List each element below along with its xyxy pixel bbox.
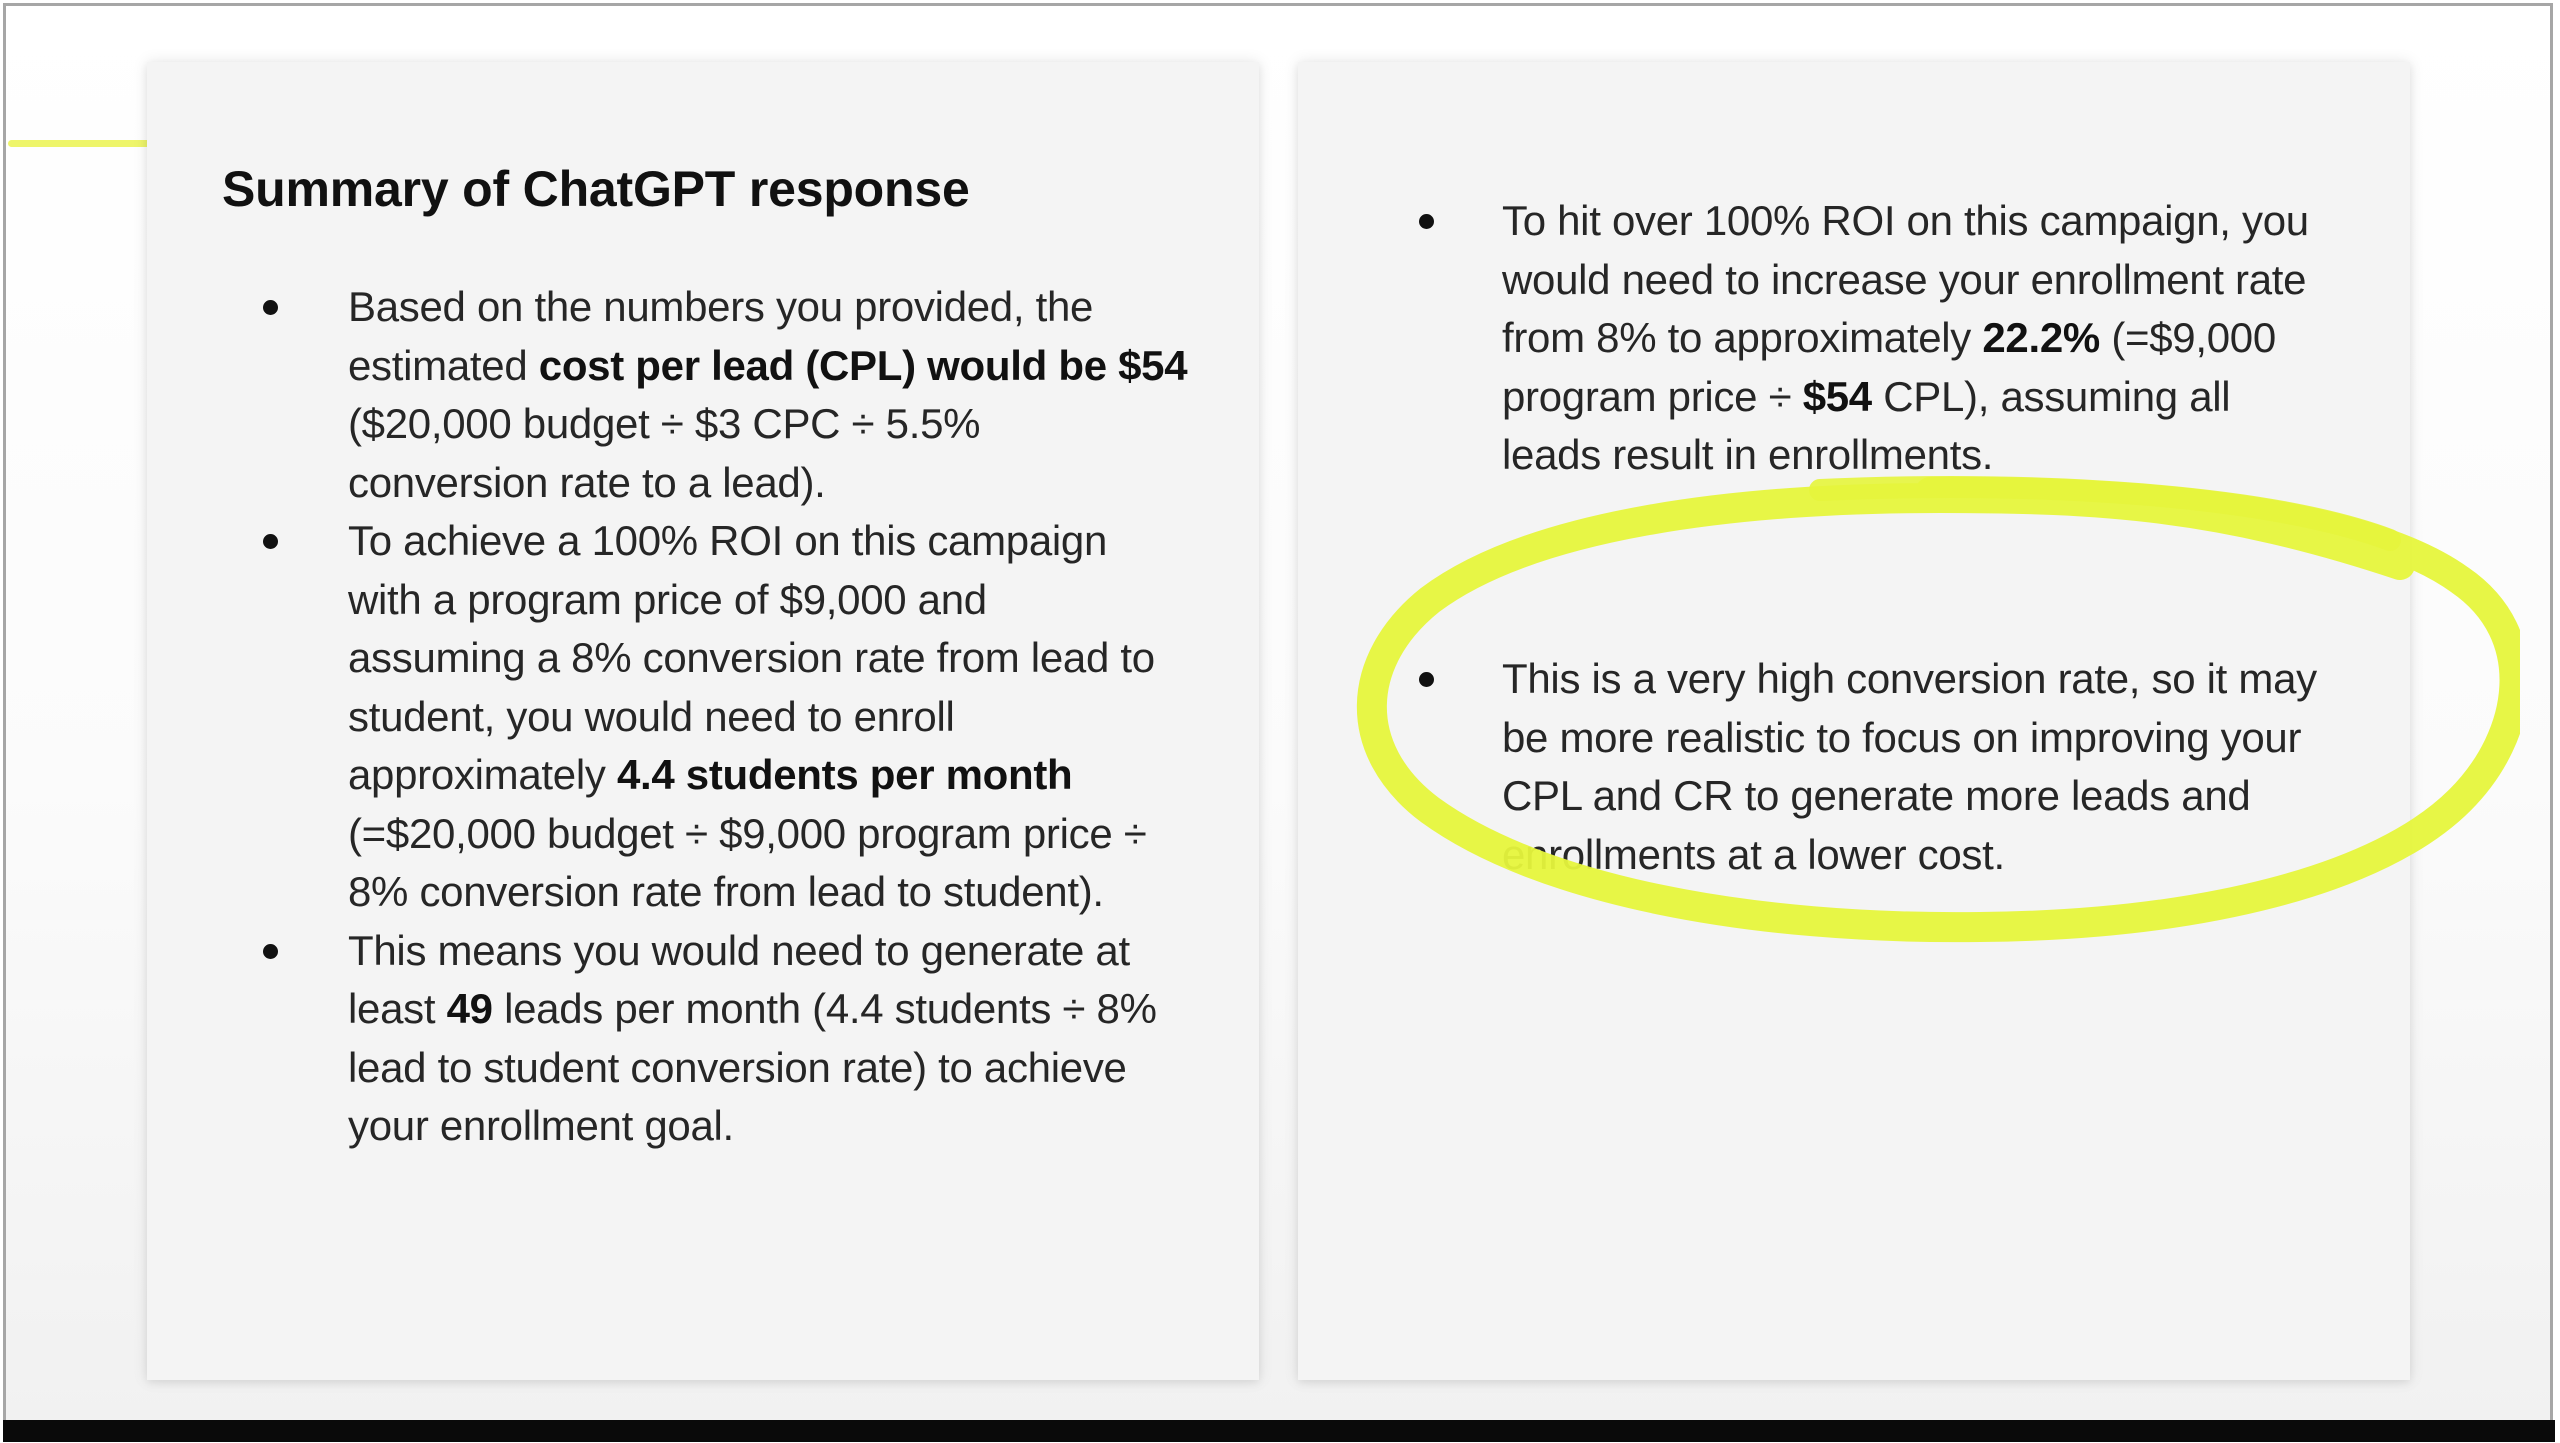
text-line xyxy=(348,337,1239,396)
text-span: To hit over 100% ROI on this campaign, you xyxy=(1502,197,2309,244)
bullet-roi-students xyxy=(147,512,1259,922)
text-line xyxy=(1502,192,2390,251)
bold-text-cpl-value: $54 xyxy=(1802,372,1872,420)
text-span: would need to increase your enrollment rate xyxy=(1502,255,2307,303)
text-line xyxy=(1502,709,2390,768)
text-span: CPL and CR to generate more leads and xyxy=(1502,772,2251,819)
text-span: (=$9,000 xyxy=(2099,314,2276,361)
text-line xyxy=(348,1039,1239,1098)
text-span: student, you would need to enroll xyxy=(348,692,955,740)
text-span: leads per month (4.4 students ÷ 8% xyxy=(492,985,1157,1032)
text-line xyxy=(348,629,1239,688)
text-span: your enrollment goal. xyxy=(348,1102,734,1149)
bold-text-cpl: cost per lead (CPL) would be $54 xyxy=(538,341,1188,389)
bold-text-rate: 22.2% xyxy=(1982,314,2100,361)
text-span: To achieve a 100% ROI on this campaign xyxy=(348,517,1108,564)
summary-bullet-list xyxy=(147,278,1259,1156)
text-span: This is a very high conversion rate, so it may xyxy=(1502,655,2317,702)
text-line xyxy=(348,1097,1239,1156)
text-line xyxy=(1502,826,2390,885)
summary-card-left xyxy=(147,62,1259,1380)
text-line xyxy=(348,454,1239,513)
text-line xyxy=(348,571,1239,630)
text-span: CPL), assuming all xyxy=(1871,372,2231,420)
summary-card-right xyxy=(1298,62,2410,1380)
text-line xyxy=(348,278,1239,337)
bullet-dot xyxy=(263,944,278,959)
bullet-enrollment-rate xyxy=(1298,192,2410,485)
text-span: (=$20,000 budget ÷ $9,000 program price ÷ xyxy=(348,809,1147,857)
text-span: conversion rate to a lead). xyxy=(348,458,826,506)
text-span: estimated xyxy=(348,341,539,389)
text-span: assuming a 8% conversion rate from lead to xyxy=(348,634,1155,681)
text-line xyxy=(348,512,1239,571)
text-line xyxy=(348,922,1239,981)
text-line xyxy=(348,395,1239,454)
text-line xyxy=(348,746,1239,805)
bottom-bar xyxy=(3,1420,2555,1442)
text-span: with a program price of $9,000 and xyxy=(348,575,987,623)
text-span: enrollments at a lower cost. xyxy=(1502,830,2005,878)
text-span: Based on the numbers you provided, the xyxy=(348,283,1094,330)
bullet-dot xyxy=(1419,214,1434,229)
text-line xyxy=(348,688,1239,747)
bold-text-students: 4.4 students per month xyxy=(616,751,1073,798)
text-span: 8% conversion rate from lead to student). xyxy=(348,868,1104,915)
text-line xyxy=(1502,368,2390,427)
text-line xyxy=(1502,650,2390,709)
text-span: least xyxy=(348,985,447,1032)
recommendation-bullet-list xyxy=(1298,650,2410,884)
bullet-dot xyxy=(263,300,278,315)
text-line xyxy=(1502,251,2390,310)
summary-title: Summary of ChatGPT response xyxy=(222,161,970,217)
text-span: lead to student conversion rate) to achieve xyxy=(348,1043,1127,1091)
text-line xyxy=(348,980,1239,1039)
bullet-cpl xyxy=(147,278,1259,512)
bold-text-leads: 49 xyxy=(446,985,493,1032)
text-span: approximately xyxy=(348,751,617,798)
text-span: from 8% to approximately xyxy=(1502,314,1983,361)
text-line xyxy=(1502,767,2390,826)
text-span: leads result in enrollments. xyxy=(1502,431,1994,478)
bullet-recommendation xyxy=(1298,650,2410,884)
text-span: be more realistic to focus on improving your xyxy=(1502,713,2302,761)
text-line xyxy=(348,863,1239,922)
bullet-dot xyxy=(263,534,278,549)
bullet-leads-goal xyxy=(147,922,1259,1156)
text-line xyxy=(1502,426,2390,485)
text-line xyxy=(1502,309,2390,368)
text-line xyxy=(348,805,1239,864)
roi-bullet-list xyxy=(1298,192,2410,485)
text-span: program price ÷ xyxy=(1502,372,1803,420)
bullet-dot xyxy=(1419,672,1434,687)
text-span: This means you would need to generate at xyxy=(348,926,1130,974)
text-span: ($20,000 budget ÷ $3 CPC ÷ 5.5% xyxy=(348,400,981,447)
